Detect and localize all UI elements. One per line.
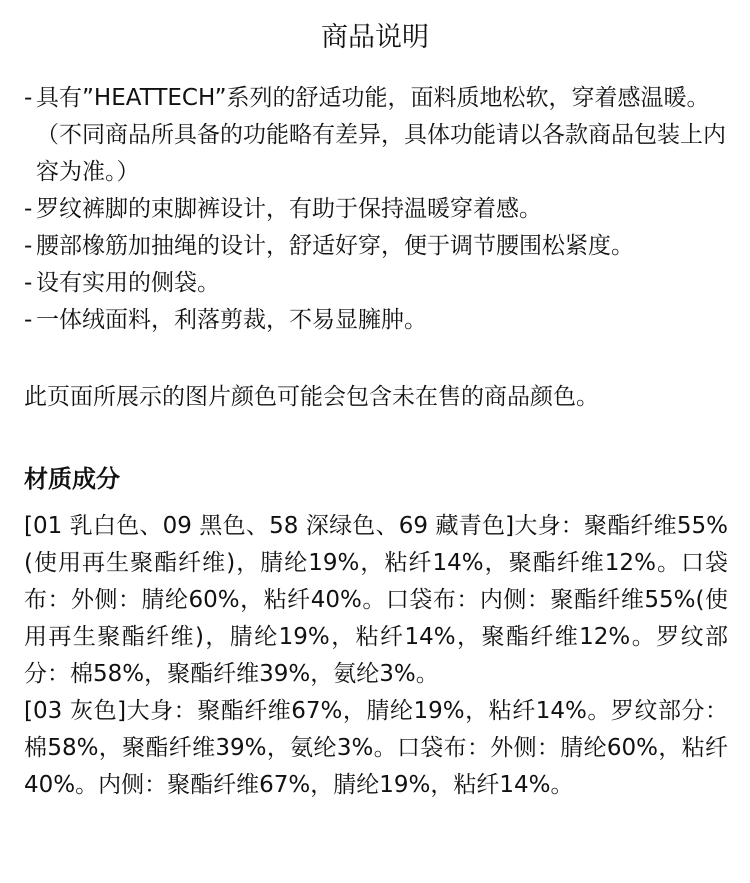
feature-item xyxy=(24,191,728,228)
feature-text: 具有”HEATTECH”系列的舒适功能，面料质地松软，穿着感温暖。（不同商品所具备的功能略有差异，具体功能请以各款商品包装上内容为准。） xyxy=(36,85,726,185)
feature-text: 一体绒面料，利落剪裁，不易显臃肿。 xyxy=(36,307,427,333)
list-dash: - xyxy=(24,307,33,333)
material-paragraph: [01 乳白色、09 黑色、58 深绿色、69 藏青色]大身：聚酯纤维55%(使用再生聚酯纤维)，腈纶19%，粘纤14%，聚酯纤维12%。口袋布：外侧：腈纶60%，粘纤40%。口袋布：内侧：聚酯纤维55%(使用再生聚酯纤维)，腈纶19%，粘纤14%，聚酯纤维12%。罗纹部分：棉58%，聚酯纤维39%，氨纶3%。 xyxy=(24,513,728,687)
feature-item xyxy=(24,228,728,265)
feature-item xyxy=(24,265,728,302)
feature-text: 腰部橡筋加抽绳的设计，舒适好穿，便于调节腰围松紧度。 xyxy=(36,233,634,259)
feature-item xyxy=(24,80,728,191)
list-dash: - xyxy=(24,233,33,259)
material-section-title: 材质成分 xyxy=(24,465,120,493)
list-dash: - xyxy=(24,270,33,296)
feature-text: 设有实用的侧袋。 xyxy=(36,270,220,296)
material-paragraph: [03 灰色]大身：聚酯纤维67%，腈纶19%，粘纤14%。罗纹部分：棉58%，聚酯纤维39%，氨纶3%。口袋布：外侧：腈纶60%，粘纤40%。内侧：聚酯纤维67%，腈纶19%，粘纤14%。 xyxy=(24,698,728,798)
color-disclaimer-note: 此页面所展示的图片颜色可能会包含未在售的商品颜色。 xyxy=(24,384,599,410)
material-composition xyxy=(24,508,728,804)
list-dash: - xyxy=(24,85,33,111)
page-title: 商品说明 xyxy=(321,22,429,53)
feature-list xyxy=(24,80,728,339)
feature-item xyxy=(24,302,728,339)
feature-text: 罗纹裤脚的束脚裤设计，有助于保持温暖穿着感。 xyxy=(36,196,542,222)
list-dash: - xyxy=(24,196,33,222)
